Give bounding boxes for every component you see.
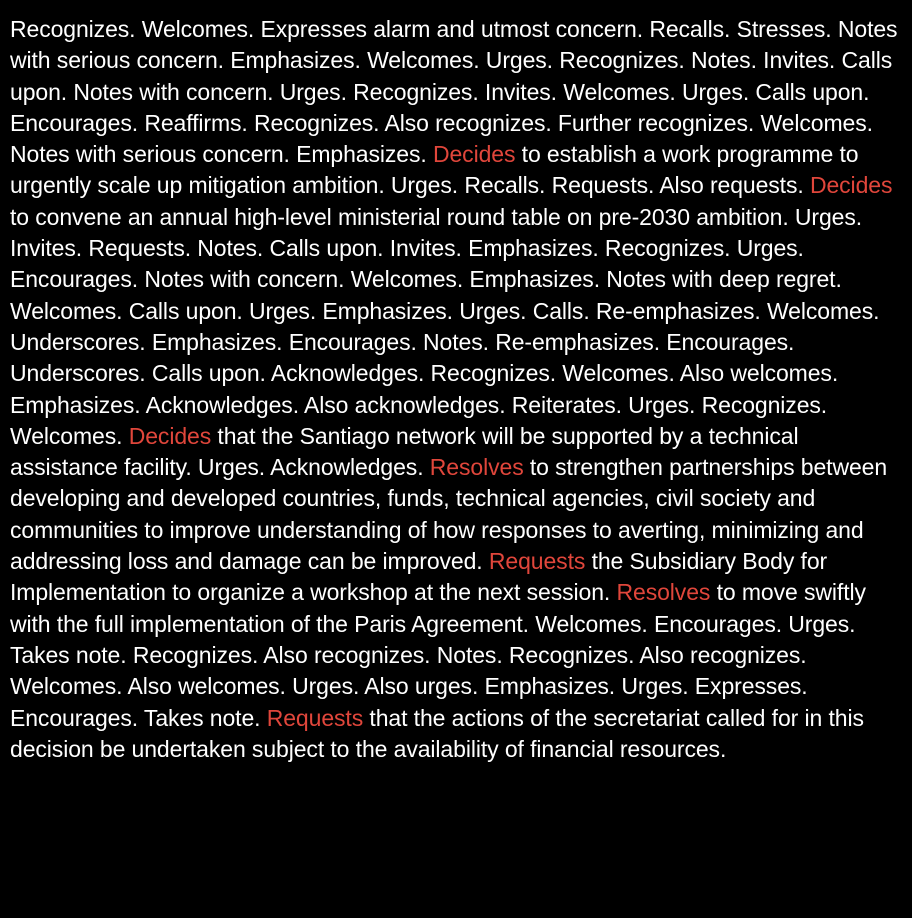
highlighted-verb: Resolves (616, 579, 711, 606)
highlighted-verb: Resolves (429, 454, 524, 481)
highlighted-verb: Requests (488, 548, 586, 575)
text-segment: the Subsidiary Body for Implementation to organize a workshop at the next session. (10, 548, 828, 606)
text-segment: Recognizes. Welcomes. Expresses alarm and utmost concern. Recalls. Stresses. Notes with serious concern. Emphasizes. Welcomes. Urges. Recognizes. Notes. Invites. Calls upon. Notes with concern. Urges. Recognizes. Invites. Welcomes. Urges. Calls upon. Encourages. Reaffirms. Recognizes. Also recognizes. Further recognizes. Welcomes. Notes with serious concern. Emphasizes. (10, 16, 898, 168)
text-segment: to convene an annual high-level ministerial round table on pre-2030 ambition. Urges. Invites. Requests. Notes. Calls upon. Invites. Emphasizes. Recognizes. Urges. Encourages. Notes with concern. Welcomes. Emphasizes. Notes with deep regret. Welcomes. Calls upon. Urges. Emphasizes. Urges. Calls. Re-emphasizes. Welcomes. Underscores. Emphasizes. Encourages. Notes. Re-emphasizes. Encourages. Underscores. Calls upon. Acknowledges. Recognizes. Welcomes. Also welcomes. Emphasizes. Acknowledges. Also acknowledges. Reiterates. Urges. Recognizes. Welcomes. (10, 203, 880, 449)
highlighted-verb: Decides (432, 141, 516, 168)
highlighted-verb: Decides (809, 172, 893, 199)
text-segment: to strengthen partnerships between developing and developed countries, funds, technical agencies, civil society and communities to improve understanding of how responses to averting, minimizing and addressing loss and damage can be improved. (10, 454, 888, 575)
text-segment: to move swiftly with the full implementation of the Paris Agreement. Welcomes. Encourages. Urges. Takes note. Recognizes. Also recognizes. Notes. Recognizes. Also recognizes. Welcomes. Also welcomes. Urges. Also urges. Emphasizes. Urges. Expresses. Encourages. Takes note. (10, 579, 866, 731)
highlighted-verb: Decides (128, 422, 212, 449)
highlighted-verb: Requests (266, 704, 364, 731)
text-segment: that the actions of the secretariat called for in this decision be undertaken subject to the availability of financial resources. (10, 704, 864, 762)
text-segment: to establish a work programme to urgently scale up mitigation ambition. Urges. Recalls. Requests. Also requests. (10, 141, 859, 199)
text-segment: that the Santiago network will be supported by a technical assistance facility. Urges. Acknowledges. (10, 422, 799, 481)
decision-paragraph (10, 14, 902, 765)
